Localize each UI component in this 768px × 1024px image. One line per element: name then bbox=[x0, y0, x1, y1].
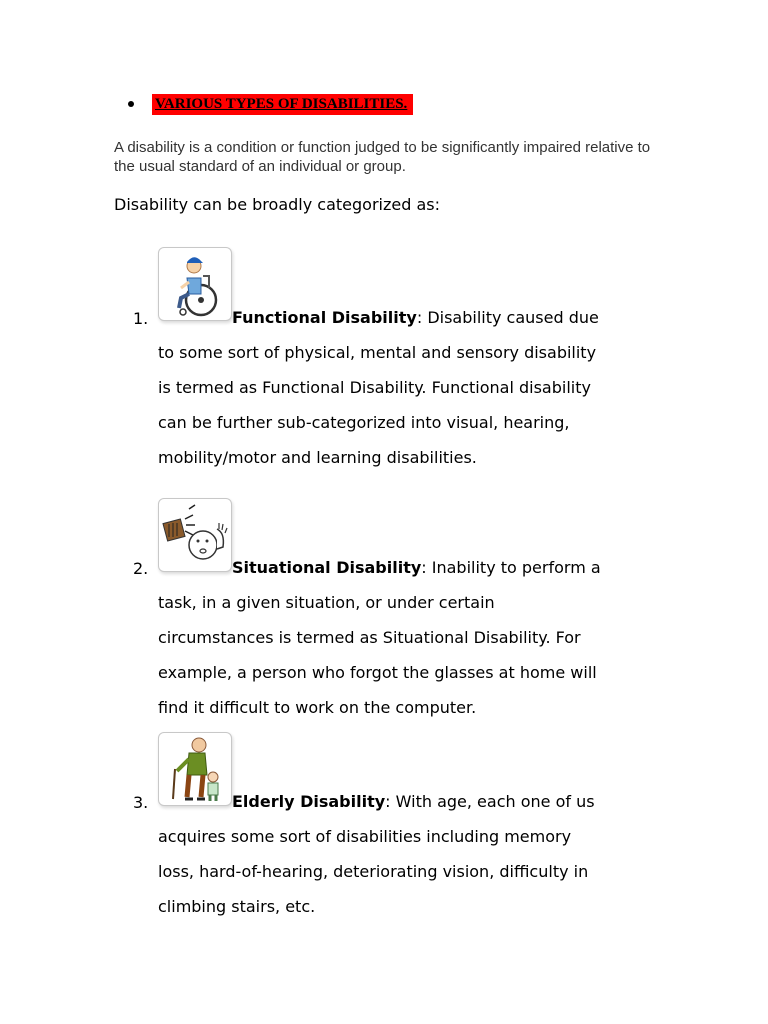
item-text-line: : With age, each one of us bbox=[385, 792, 595, 811]
item-term: Elderly Disability bbox=[232, 792, 386, 811]
section-heading: VARIOUS TYPES OF DISABILITIES. bbox=[152, 94, 413, 115]
item-text-line: to some sort of physical, mental and sensory disability bbox=[158, 343, 597, 362]
intro-paragraph: A disability is a condition or function judged to be significantly impaired relative to the usual standard of an individual or group. bbox=[114, 139, 651, 175]
item-number: 1. bbox=[133, 309, 149, 328]
item-text-line: is termed as Functional Disability. Functional disability bbox=[158, 378, 591, 397]
item-number: 2. bbox=[133, 559, 149, 578]
item-text-line: find it difficult to work on the computer. bbox=[158, 698, 477, 717]
item-text-line: loss, hard-of-hearing, deteriorating vision, difficulty in bbox=[158, 862, 589, 881]
item-text-line: can be further sub-categorized into visual, hearing, bbox=[158, 413, 570, 432]
item-text-line: task, in a given situation, or under certain bbox=[158, 593, 495, 612]
item-text-line: circumstances is termed as Situational Disability. For bbox=[158, 628, 581, 647]
item-text-line: mobility/motor and learning disabilities. bbox=[158, 448, 477, 467]
item-number: 3. bbox=[133, 793, 149, 812]
item-text-line: acquires some sort of disabilities including memory bbox=[158, 827, 572, 846]
item-text-line: : Disability caused due bbox=[416, 308, 599, 327]
lead-sentence: Disability can be broadly categorized as: bbox=[114, 195, 440, 214]
bullet-icon bbox=[128, 101, 134, 107]
item-term: Situational Disability bbox=[232, 558, 422, 577]
item-text-line: : Inability to perform a bbox=[421, 558, 601, 577]
list-item-functional bbox=[158, 300, 658, 475]
item-term: Functional Disability bbox=[232, 308, 417, 327]
list-item-elderly bbox=[158, 784, 658, 924]
heading-bullet-row bbox=[128, 93, 413, 115]
list-item-situational bbox=[158, 550, 658, 725]
item-text-line: climbing stairs, etc. bbox=[158, 897, 316, 916]
item-text-line: example, a person who forgot the glasses at home will bbox=[158, 663, 597, 682]
